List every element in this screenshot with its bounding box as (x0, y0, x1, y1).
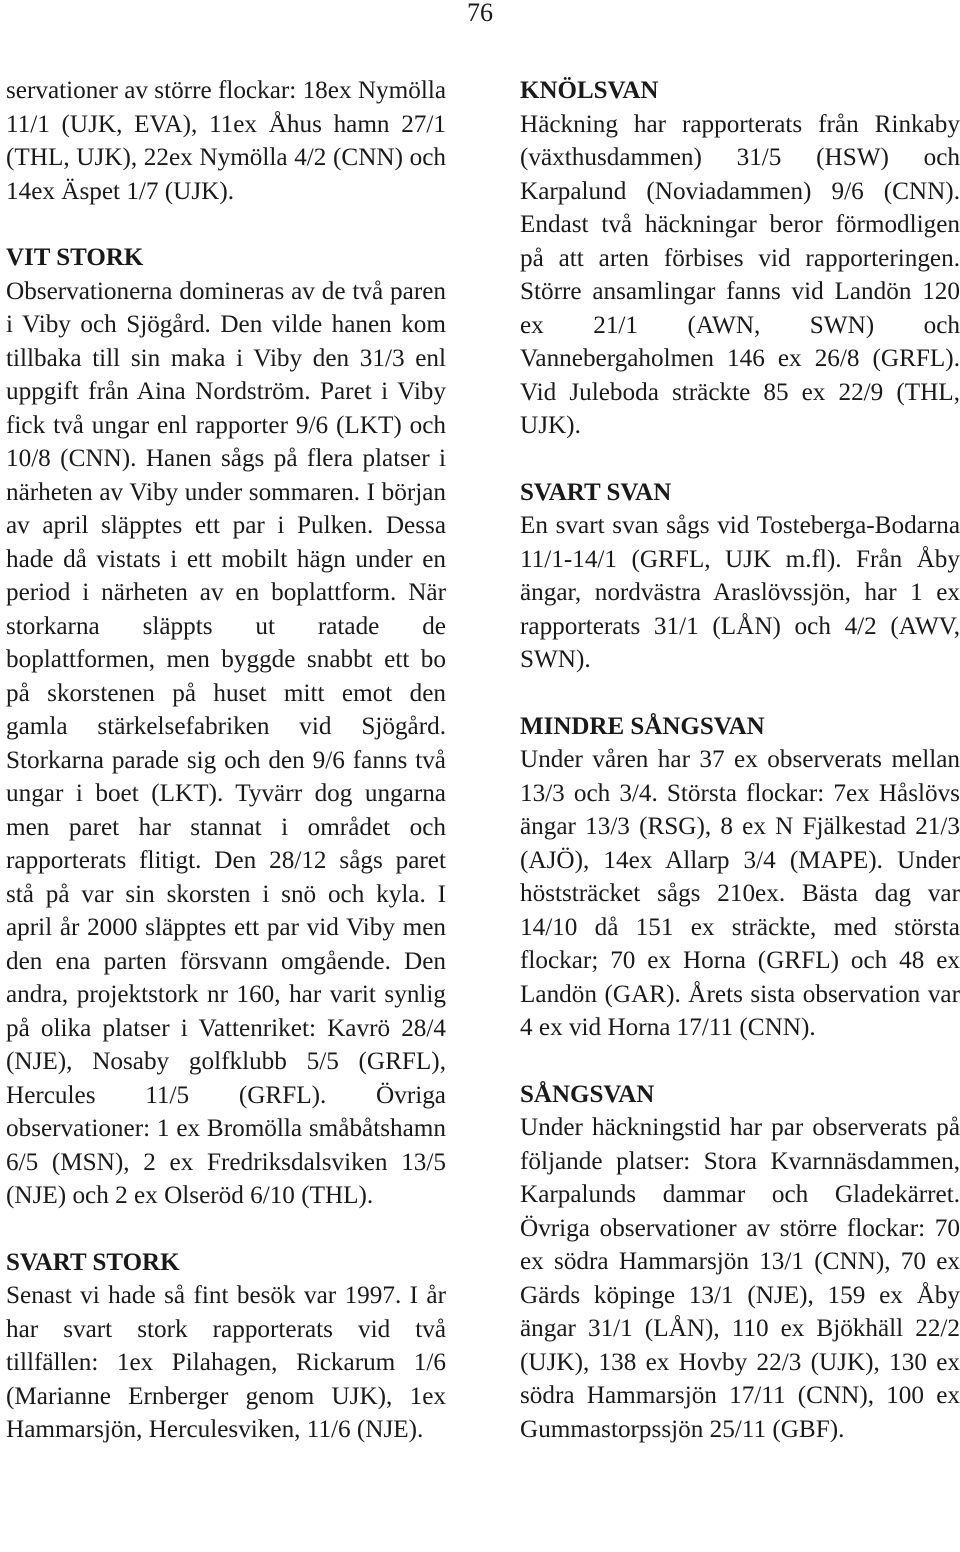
section-sangsvan (520, 1078, 960, 1447)
section-heading: MINDRE SÅNGSVAN (520, 712, 765, 740)
section-text: Observationerna domineras av de två paren i Viby och Sjögård. Den vilde hanen kom tillbaka till sin maka i Viby den 31/3 enl uppgift från Aina Nordström. Paret i Viby fick två ungar enl rapporter 9/6 (LKT) och 10/8 (CNN). Hanen sågs på flera platser i närheten av Viby under sommaren. I början av april släpptes ett par i Pulken. Dessa hade då vistats i ett mobilt hägn under en period i närheten av en boplattform. När storkarna släppts ut ratade de boplattformen, men byggde snabbt ett bo på skorstenen på huset mitt emot den gamla stärkelsefabriken vid Sjögård. Storkarna parade sig och den 9/6 fanns två ungar i boet (LKT). Tyvärr dog ungarna men paret har stannat i området och rapporterats flitigt. Den 28/12 sågs paret stå på var sin skorsten i snö och kyla. I april år 2000 släpptes ett par vid Viby men den ena parten försvann omgående. Den andra, projektstork nr 160, har varit synlig på olika platser i Vattenriket: Kavrö 28/4 (NJE), Nosaby golfklubb 5/5 (GRFL), Hercules 11/5 (GRFL). Övriga observationer: 1 ex Bromölla småbåtshamn 6/5 (MSN), 2 ex Fredriksdalsviken 13/5 (NJE) och 2 ex Olseröd 6/10 (THL). (6, 277, 446, 1209)
lead-paragraph: servationer av större flockar: 18ex Nymölla 11/1 (UJK, EVA), 11ex Åhus hamn 27/1 (THL, UJK), 22ex Nymölla 4/2 (CNN) och 14ex Äspet 1/7 (UJK). (6, 77, 446, 205)
section-heading: SVART STORK (6, 1248, 180, 1276)
section-heading: VIT STORK (6, 244, 144, 271)
section-mindre-sangsvan (520, 710, 960, 1045)
section-text: Häckning har rapporterats från Rinkaby (växthusdammen) 31/5 (HSW) och Karpalund (Noviadammen) 9/6 (CNN). Endast två häckningar beror förmodligen på att arten förbises vid rapporteringen. Större ansamlingar fanns vid Landön 120 ex 21/1 (AWN, SWN) och Vannebergaholmen 146 ex 26/8 (GRFL). Vid Juleboda sträckte 85 ex 22/9 (THL, UJK). (520, 110, 960, 439)
section-knolsvan (520, 74, 960, 443)
section-heading: SÅNGSVAN (520, 1080, 655, 1108)
right-column (520, 74, 960, 1479)
section-text: En svart svan sågs vid Tosteberga-Bodarna 11/1-14/1 (GRFL, UJK m.fl). Från Åby ängar, nordvästra Araslövssjön, har 1 ex rapporterats 31/1 (LÅN) och 4/2 (AWV, SWN). (520, 512, 960, 673)
section-svart-stork (6, 1246, 446, 1447)
page-number: 76 (467, 0, 493, 27)
section-vit-stork (6, 241, 446, 1213)
section-text: Under häckningstid har par observerats på följande platser: Stora Kvarnnäsdammen, Karpalunds dammar och Gladekärret. Övriga observationer av större flockar: 70 ex södra Hammarsjön 13/1 (CNN), 70 ex Gärds köpinge 13/1 (NJE), 159 ex Åby ängar 31/1 (LÅN), 110 ex Bjökhäll 22/2 (UJK), 138 ex Hovby 22/3 (UJK), 130 ex södra Hammarsjön 17/11 (CNN), 100 ex Gummastorpssjön 25/11 (GBF). (520, 1114, 960, 1443)
left-column (6, 74, 446, 1480)
section-svart-svan (520, 476, 960, 677)
section-text: Senast vi hade så fint besök var 1997. I år har svart stork rapporterats vid två tillfällen: 1ex Pilahagen, Rickarum 1/6 (Marianne Ernberger genom UJK), 1ex Hammarsjön, Herculesviken, 11/6 (NJE). (6, 1282, 446, 1443)
section-heading: SVART SVAN (520, 478, 672, 506)
section-text: Under våren har 37 ex observerats mellan 13/3 och 3/4. Största flockar: 7ex Håslövs ängar 13/3 (RSG), 8 ex N Fjälkestad 21/3 (AJÖ), 14ex Allarp 3/4 (MAPE). Under höststräcket sågs 210ex. Bästa dag var 14/10 då 151 ex sträckte, med största flockar; 70 ex Horna (GRFL) och 48 ex Landön (GAR). Årets sista observation var 4 ex vid Horna 17/11 (CNN). (520, 746, 960, 1041)
section-heading: KNÖLSVAN (520, 77, 659, 104)
